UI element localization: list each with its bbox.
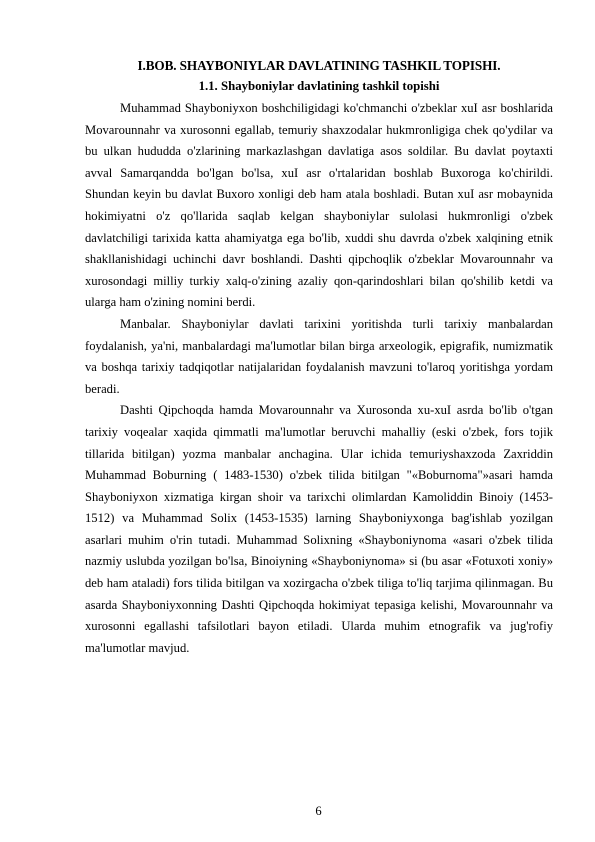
paragraph-intro: Muhammad Shayboniyxon boshchiligidagi ko'chmanchi o'zbeklar xuI asr boshlarida Movarounnahr va xurosonni egallab, temuriy shaxzodalar hukmronligiga chek qo'ydilar va bu ulkan hududda o'zlarining markazlashgan davlatiga asos soldilar. Bu davlat poytaxti avval Samarqandda bo'lgan bo'lsa, xuI asr o'rtalaridan boshlab Buxoroga ko'chirildi. Shundan keyin bu davlat Buxoro xonligi deb ham atala boshladi. Butan xuI asr mobaynida hokimiyatni o'z qo'llarida saqlab kelgan shayboniylar sulolasi hukmronligi o'zbek davlatchiligi tarixida katta ahamiyatga ega bo'lib, xuddi shu davrda o'zbek xalqining etnik shakllanishidagi uchinchi davr boshlandi. Dashti qipchoqlik o'zbeklar Movarounnahr va xurosondagi milliy turkiy xalq-o'zining azaliy qon-qarindoshlari bilan qo'shilib ketdi va ularga ham o'zining nomini berdi. <box>85 101 553 310</box>
page-number: 6 <box>315 804 322 818</box>
chapter-heading: I.BOB. SHAYBONIYLAR DAVLATINING TASHKIL TOPISHI. <box>137 58 501 73</box>
paragraph-written-sources: Dashti Qipchoqda hamda Movarounnahr va Xurosonda xu-xuI asrda bo'lib o'tgan tarixiy voqealar xaqida qimmatli ma'lumotlar beruvchi mahalliy (eski o'zbek, fors tojik tillarida bitilgan) yozma manbalar anchagina. Ular ichida temuriyshaxzoda Zaxriddin Muhammad Boburning ( 1483-1530) o'zbek tilida bitilgan "«Boburnoma"»asari hamda Shayboniyxon xizmatiga kirgan shoir va tarixchi olimlardan Kamoliddin Binoiy (1453-1512) va Muhammad Solix (1453-1535) larning Shayboniyxonga bag'ishlab yozilgan asarlari muhim o'rin tutadi. Muhammad Solixning «Shayboniynoma «asari o'zbek tilida nazmiy uslubda yozilgan bo'lsa, Binoiyning «Shayboniynoma» si (bu asar «Fotuxoti xoniy» deb ham ataladi) fors tilida bitilgan va xozirgacha o'zbek tiliga to'liq tarjima qilinmagan. Bu asarda Shayboniyxonning Dashti Qipchoqda hokimiyat tepasiga kelishi, Movarounnahr va xurosonni egallashi tafsilotlari bayon etiladi. Ularda muhim etnografik va jug'rofiy ma'lumotlar mavjud. <box>85 403 553 655</box>
section-heading: 1.1. Shayboniylar davlatining tashkil topishi <box>198 79 440 93</box>
page-content <box>85 56 553 659</box>
paragraph-sources: Manbalar. Shayboniylar davlati tarixini yoritishda turli tarixiy manbalardan foydalanish, ya'ni, manbalardagi ma'lumotlar bilan birga arxeologik, epigrafik, numizmatik va boshqa tarixiy tadqiqotlar natijalaridan foydalanish mavzuni to'laroq yoritishga yordam beradi. <box>85 316 553 396</box>
